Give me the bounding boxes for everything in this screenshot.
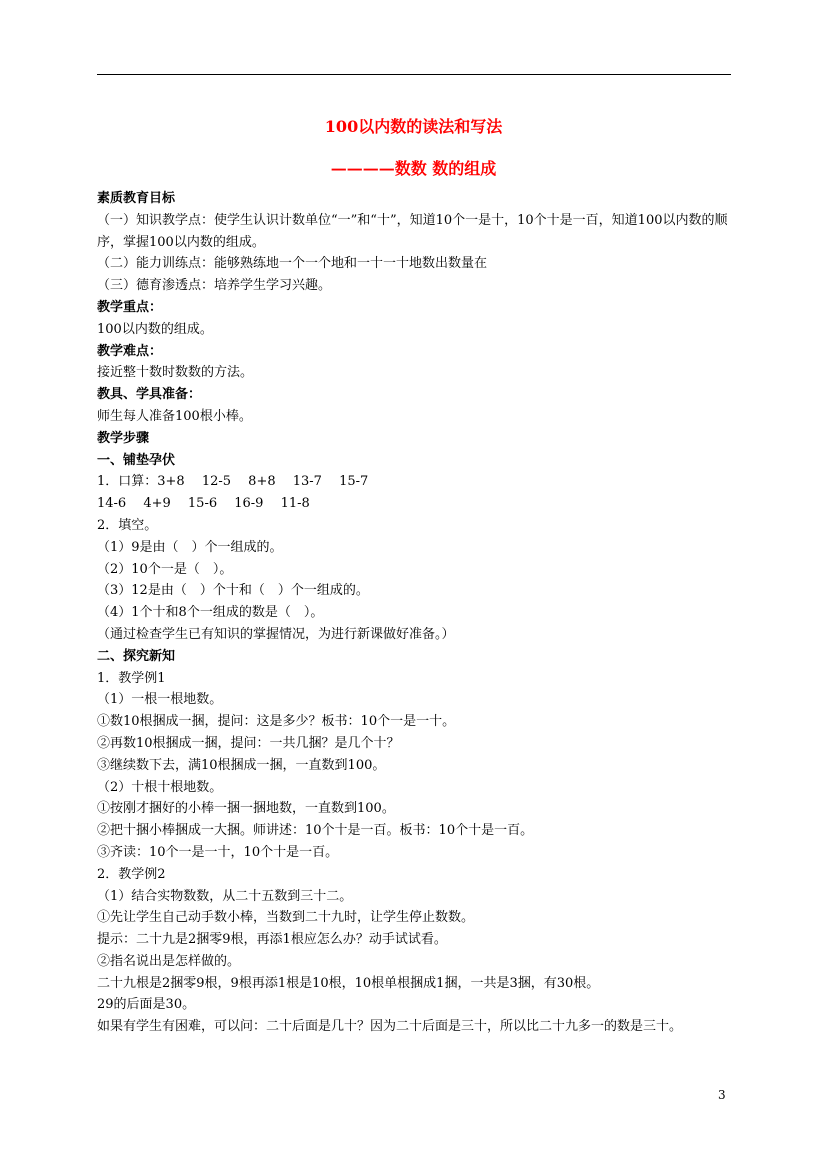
body-line: ①按刚才捆好的小棒一捆一捆地数，一直数到100。 [97,801,395,817]
body-line: 师生每人准备100根小棒。 [97,408,252,424]
section-heading: 教学难点： [97,343,163,359]
body-line: （二）能力训练点：能够熟练地一个一个地和一十一十地数出数量在 [97,256,488,272]
body-line: （3）12是由（ ）个十和（ ）个一组成的。 [97,583,369,599]
body-line: （三）德育渗透点：培养学生学习兴趣。 [97,278,332,294]
section-heading: 教学步骤 [97,430,150,446]
body-line: （1）一根一根地数。 [97,692,223,708]
body-line: ③继续数下去，满10根捆成一捆，一直数到100。 [97,757,386,773]
section-heading: 教学重点： [97,299,163,315]
section-heading: 一、铺垫孕伏 [97,452,176,468]
body-line: 如果有学生有困难，可以问：二十后面是几十？因为二十后面是三十，所以比二十九多一的数是三十。 [97,1019,683,1035]
body-line: ①先让学生自己动手数小棒，当数到二十九时，让学生停止数数。 [97,910,475,926]
body-line: （4）1个十和8个一组成的数是（ ）。 [97,605,324,621]
body-line: 14-6 4+9 15-6 16-9 11-8 [97,496,310,512]
body-line: 提示：二十九是2捆零9根，再添1根应怎么办？动手试试看。 [97,932,447,948]
header-rule [97,74,731,75]
body-line: 100以内数的组成。 [97,321,213,337]
body-line: 2．填空。 [97,517,158,533]
page-number: 3 [718,1088,726,1102]
body-line: （2）10个一是（ ）。 [97,561,233,577]
section-heading: 二、探究新知 [97,648,176,664]
body-line: 29的后面是30。 [97,997,196,1013]
body-line: 1．教学例1 [97,670,166,686]
section-heading: 素质教育目标 [97,191,176,206]
document-subtitle: ————数数 数的组成 [330,159,497,178]
body-line: ②指名说出是怎样做的。 [97,953,241,969]
body-line: ②再数10根捆成一捆，提问：一共几捆？是几个十？ [97,735,400,751]
body-line: 2．教学例2 [97,866,166,882]
body-line: ①数10根捆成一捆，提问：这是多少？板书：10个一是一十。 [97,714,456,730]
document-title: 100以内数的读法和写法 [324,117,503,136]
body-line: （1）9是由（ ）个一组成的。 [97,539,283,555]
body-line: （2）十根十根地数。 [97,779,223,795]
body-line: ②把十捆小棒捆成一大捆。师讲述：10个十是一百。板书：10个十是一百。 [97,823,534,839]
section-heading: 教具、学具准备： [97,387,202,403]
document-body [97,188,733,1038]
body-line: 1．口算：3+8 12-5 8+8 13-7 15-7 [97,474,369,490]
body-line: （1）结合实物数数，从二十五数到三十二。 [97,888,353,904]
body-line: （通过检查学生已有知识的掌握情况，为进行新课做好准备。） [97,626,455,642]
body-line: 接近整十数时数数的方法。 [97,365,254,381]
body-line: ③齐读：10个一是一十，10个十是一百。 [97,844,339,860]
body-line: 二十九根是2捆零9根，9根再添1根是10根，10根单根捆成1捆，一共是3捆，有30根。 [97,975,600,991]
body-line: （一）知识教学点：使学生认识计数单位“一”和“十”，知道10个一是十，10个十是一百，知道100以内数的顺序，掌握100以内数的组成。 [97,212,728,250]
